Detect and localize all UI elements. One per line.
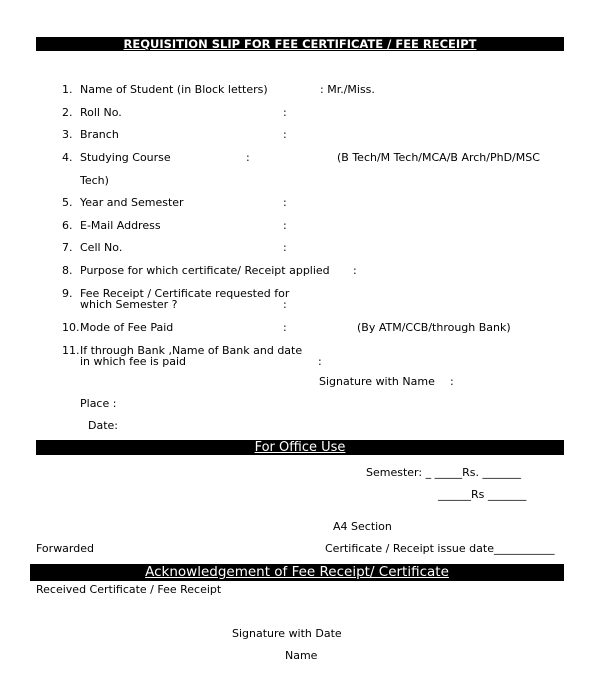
date-label: Date: [88, 419, 118, 432]
a4-section-label: A4 Section [333, 520, 392, 533]
item-4-label: Studying Course [80, 151, 171, 164]
item-10-hint: (By ATM/CCB/through Bank) [357, 321, 511, 334]
item-2-label: Roll No. [80, 106, 122, 119]
form-title-bar [36, 37, 564, 51]
item-1-separator: : Mr./Miss. [320, 83, 375, 96]
form-title: REQUISITION SLIP FOR FEE CERTIFICATE / FEE RECEIPT [123, 37, 477, 51]
item-9-number: 9. [62, 287, 73, 300]
rs-line: ______Rs _______ [438, 488, 527, 501]
office-use-header: For Office Use [254, 440, 346, 455]
item-5-separator: : [283, 196, 287, 209]
office-use-bar [36, 440, 564, 455]
signature-with-date-label: Signature with Date [232, 627, 342, 640]
item-2-number: 2. [62, 106, 73, 119]
item-6-label: E-Mail Address [80, 219, 161, 232]
item-4-separator: : [246, 151, 250, 164]
forwarded-label: Forwarded [36, 542, 94, 555]
received-certificate-label: Received Certificate / Fee Receipt [36, 583, 222, 596]
item-8-separator: : [353, 264, 357, 277]
item-7-number: 7. [62, 241, 73, 254]
item-1-number: 1. [62, 83, 73, 96]
item-6-number: 6. [62, 219, 73, 232]
item-2-separator: : [283, 106, 287, 119]
item-8-number: 8. [62, 264, 73, 277]
name-label: Name [285, 649, 318, 662]
item-4-hint-continued: Tech) [80, 174, 109, 187]
item-3-number: 3. [62, 128, 73, 141]
item-7-separator: : [283, 241, 287, 254]
item-4-hint: (B Tech/M Tech/MCA/B Arch/PhD/MSC [337, 151, 540, 164]
item-6-separator: : [283, 219, 287, 232]
item-11-separator: : [318, 355, 322, 368]
certificate-issue-date-line: Certificate / Receipt issue date___________ [325, 542, 555, 555]
item-3-label: Branch [80, 128, 119, 141]
item-9-label: Fee Receipt / Certificate requested for [80, 287, 290, 300]
acknowledgement-header: Acknowledgement of Fee Receipt/ Certificate [145, 564, 449, 580]
acknowledgement-bar [30, 564, 564, 581]
item-11-number: 11. [62, 344, 80, 357]
item-7-label: Cell No. [80, 241, 123, 254]
item-9-label-line2: which Semester ? [80, 298, 178, 311]
item-8-label: Purpose for which certificate/ Receipt applied [80, 264, 330, 277]
item-9-separator: : [283, 298, 287, 311]
item-10-label: Mode of Fee Paid [80, 321, 174, 334]
item-5-label: Year and Semester [80, 196, 184, 209]
item-10-separator: : [283, 321, 287, 334]
item-11-label: If through Bank ,Name of Bank and date [80, 344, 303, 357]
item-1-label: Name of Student (in Block letters) [80, 83, 268, 96]
item-3-separator: : [283, 128, 287, 141]
item-11-label-line2: in which fee is paid [80, 355, 187, 368]
item-4-number: 4. [62, 151, 73, 164]
semester-rs-line: Semester: _ _____Rs. _______ [366, 466, 521, 479]
item-10-number: 10. [62, 321, 80, 334]
place-label: Place : [80, 397, 117, 410]
signature-separator: : [450, 375, 454, 388]
signature-with-name-label: Signature with Name [319, 375, 435, 388]
item-5-number: 5. [62, 196, 73, 209]
